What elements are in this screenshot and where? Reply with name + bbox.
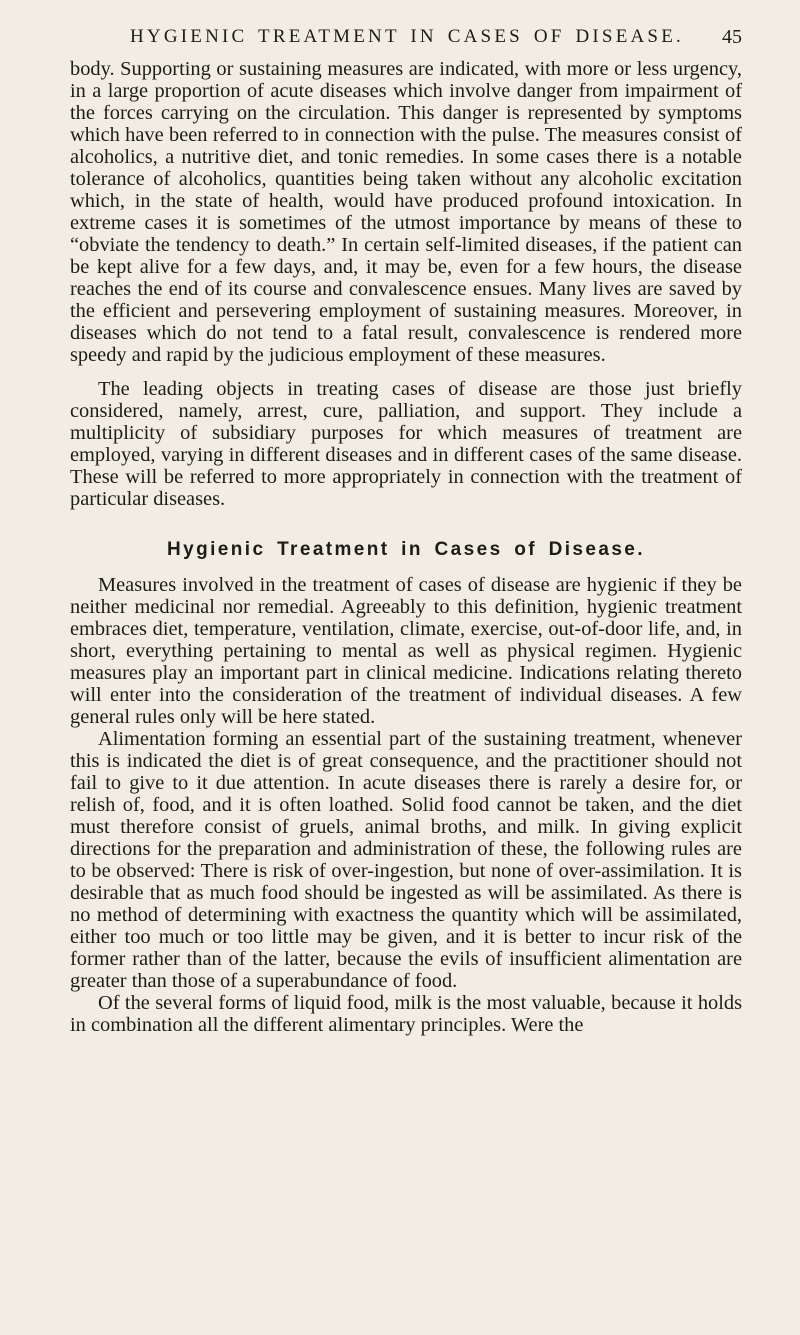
page-body: [70, 58, 742, 1036]
section-heading: Hygienic Treatment in Cases of Disease.: [167, 539, 645, 560]
paragraph-hygienic-measures: Measures involved in the treatment of cases of disease are hygienic if they be neither medicinal nor remedial. Agreeably to this definition, hygienic treatment embraces diet, temperature, ventilation, climate, exercise, out-of-door life, and, in short, everything pertaining to mental as well as physical regimen. Hygienic measures play an important part in clinical medicine. Indications relating thereto will enter into the consideration of the treatment of individual diseases. A few general rules only will be here stated.: [70, 574, 742, 728]
paragraph-sustaining-measures: body. Supporting or sustaining measures are indicated, with more or less urgency, in a large proportion of acute diseases which involve danger from impairment of the forces carrying on the circulation. This danger is represented by symptoms which have been referred to in connection with the pulse. The measures consist of alcoholics, a nutritive diet, and tonic remedies. In some cases there is a notable tolerance of alcoholics, quantities being taken without any alcoholic excitation which, in the state of health, would have produced profound intoxication. In extreme cases it is sometimes of the utmost importance by means of these to “obviate the tendency to death.” In certain self-limited diseases, if the patient can be kept alive for a few days, and, it may be, even for a few hours, the disease reaches the end of its course and convalescence ensues. Many lives are saved by the efficient and persevering employment of sustaining measures. Moreover, in diseases which do not tend to a fatal result, convalescence is rendered more speedy and rapid by the judicious employment of these measures.: [70, 58, 742, 366]
page-number: 45: [722, 26, 742, 48]
running-title: HYGIENIC TREATMENT IN CASES OF DISEASE.: [130, 26, 684, 47]
paragraph-leading-objects: The leading objects in treating cases of disease are those just briefly considered, namely, arrest, cure, palliation, and support. They include a multiplicity of subsidiary purposes for which measures of treatment are employed, varying in different diseases and in different cases of the same disease. These will be referred to more appropriately in connection with the treatment of particular diseases.: [70, 378, 742, 510]
paragraph-alimentation: Alimentation forming an essential part of the sustaining treatment, whenever this is indicated the diet is of great consequence, and the practitioner should not fail to give to it due attention. In acute diseases there is rarely a desire for, or relish of, food, and it is often loathed. Solid food cannot be taken, and the diet must therefore consist of gruels, animal broths, and milk. In giving explicit directions for the preparation and administration of these, the following rules are to be observed: There is risk of over-ingestion, but none of over-assimilation. It is desirable that as much food should be ingested as will be assimilated. As there is no method of determining with exactness the quantity which will be assimilated, either too much or too little may be given, and it is better to incur risk of the former rather than of the latter, because the evils of insufficient alimentation are greater than those of a superabundance of food.: [70, 728, 742, 992]
paragraph-liquid-food: Of the several forms of liquid food, milk is the most valuable, because it holds in combination all the different alimentary principles. Were the: [70, 992, 742, 1036]
running-head: [130, 22, 760, 52]
